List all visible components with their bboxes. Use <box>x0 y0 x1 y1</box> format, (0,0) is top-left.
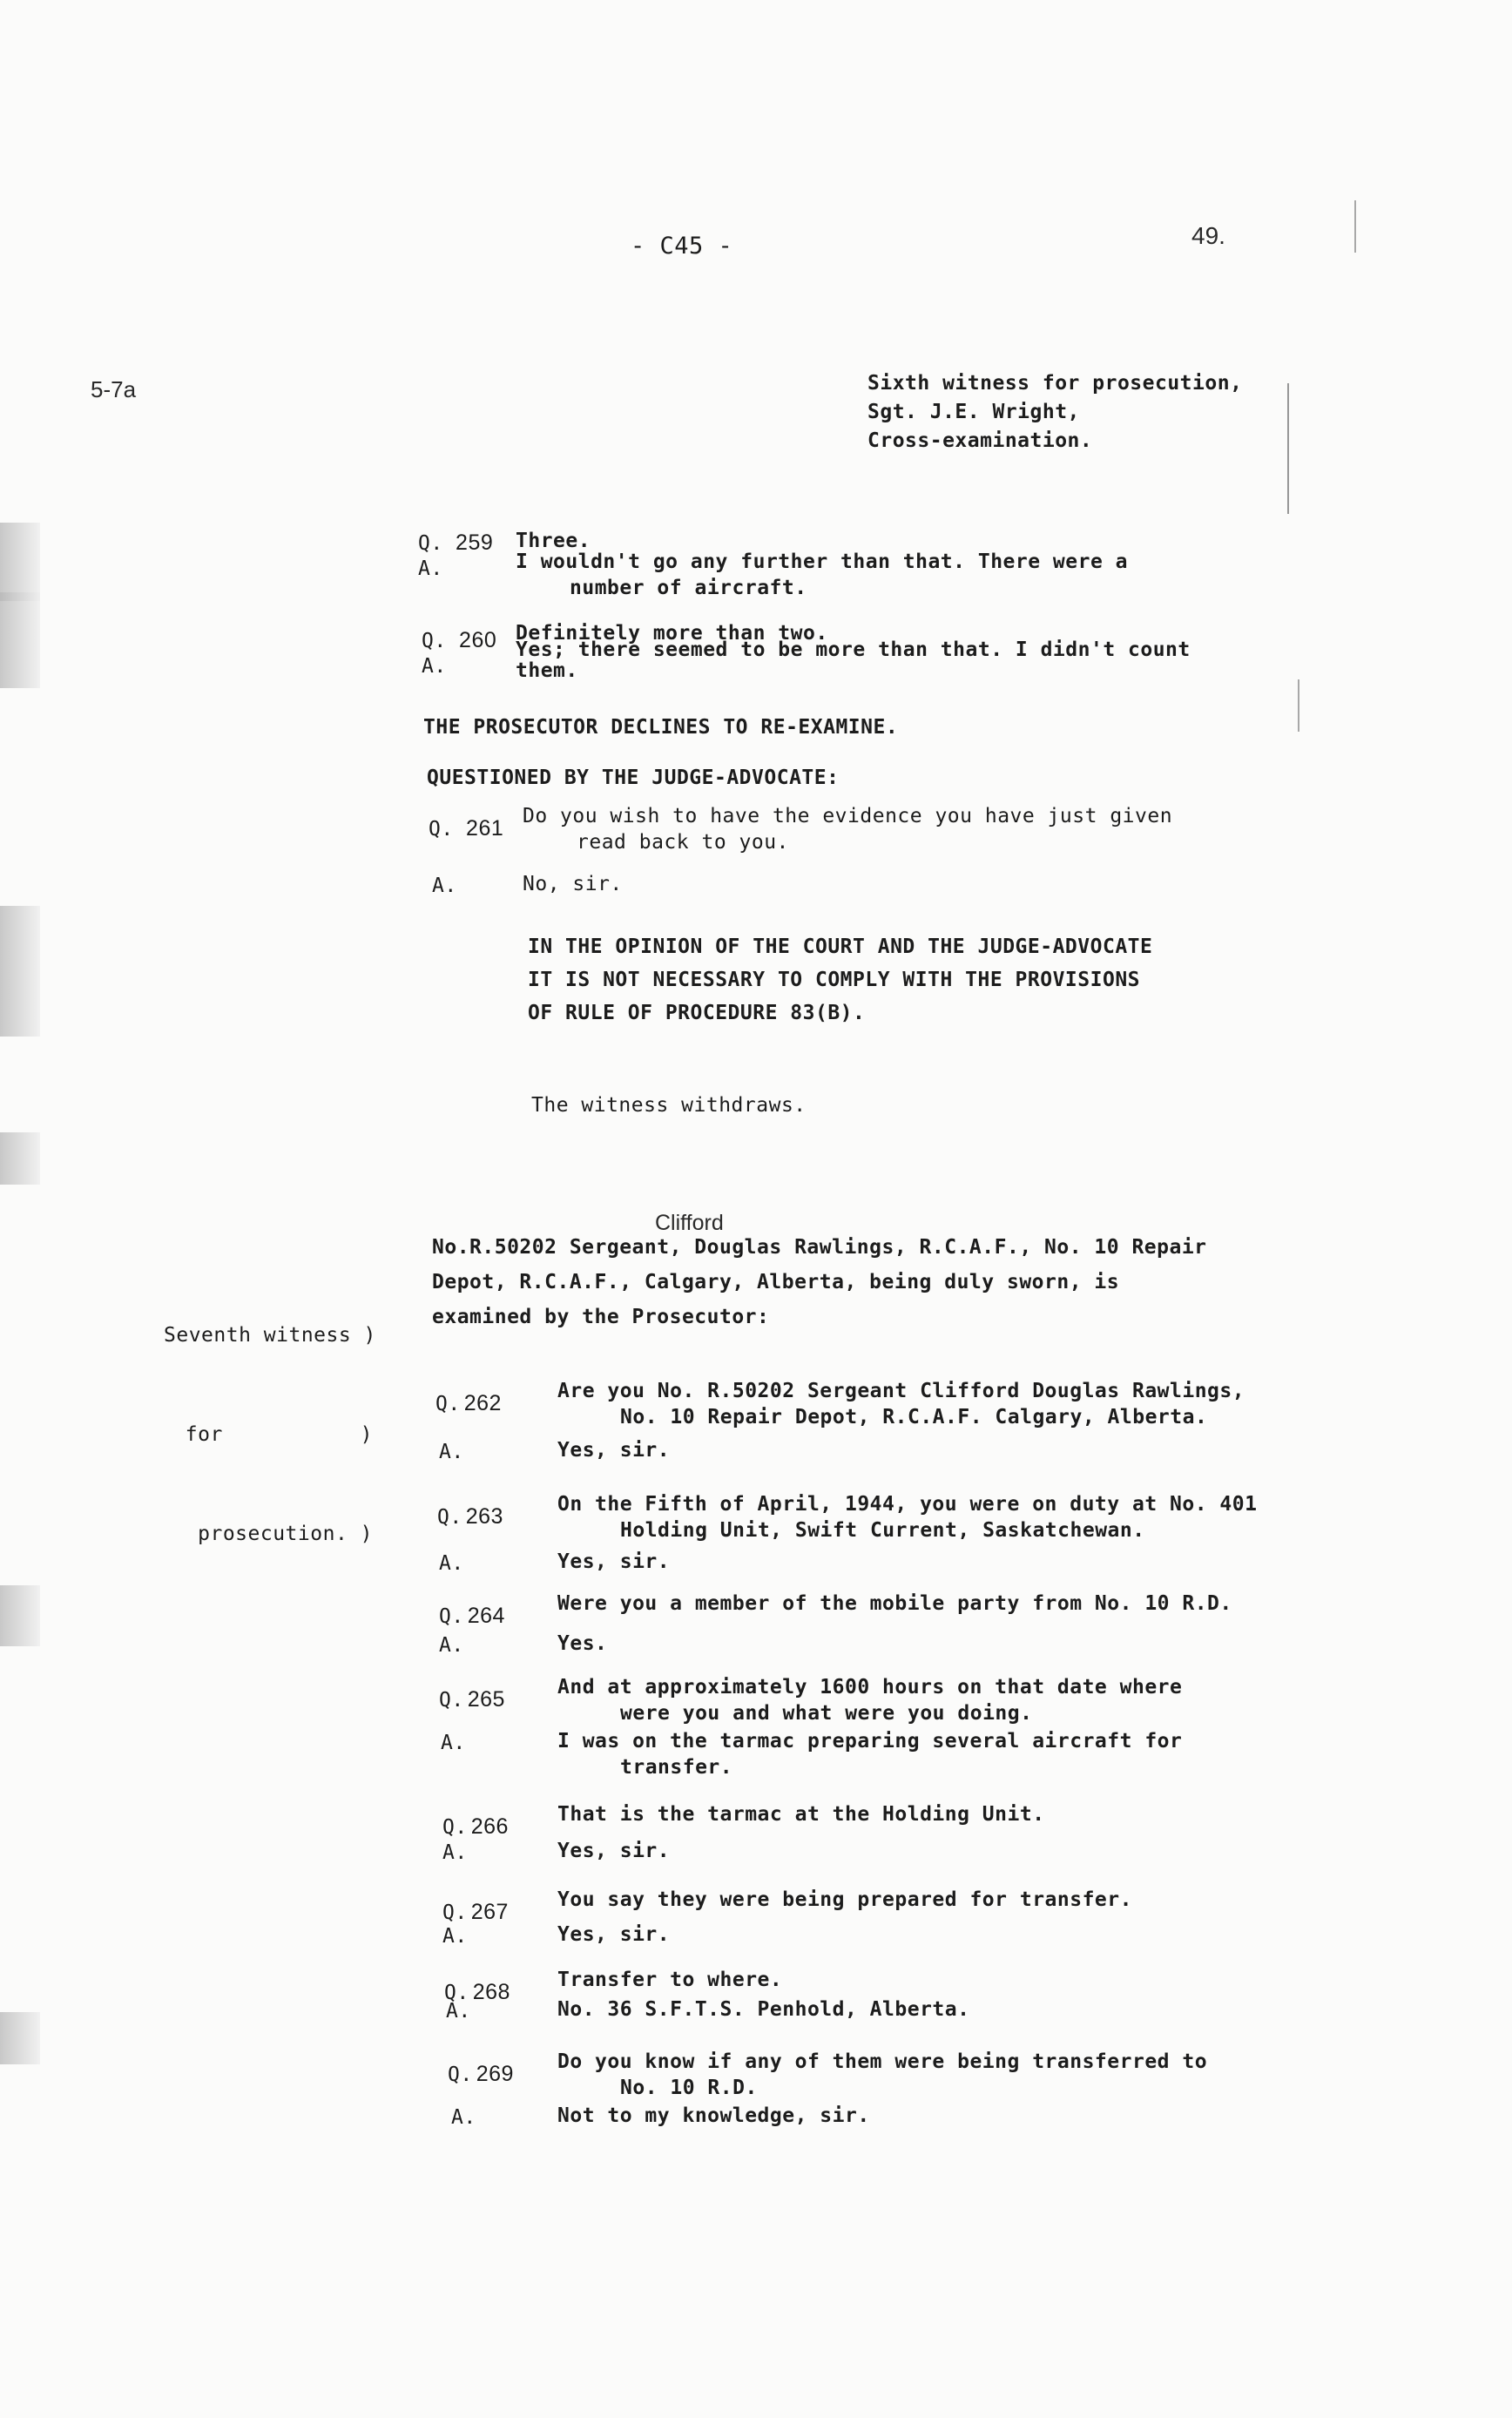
question-text <box>557 1378 1245 1430</box>
entry-label: Q. <box>437 1506 462 1529</box>
a-label: A. <box>432 875 457 897</box>
question-line: You say they were being prepared for transfer. <box>557 1888 1132 1911</box>
witness-heading-line: Cross-examination. <box>867 429 1093 452</box>
answer-text <box>516 549 1128 601</box>
q-number: 261 <box>466 816 504 841</box>
answer-line: Yes, sir. <box>557 1550 671 1573</box>
witness-side-label <box>164 1253 376 1617</box>
side-label-line: Seventh witness ) <box>164 1324 376 1347</box>
question-line: were you and what were you doing. <box>620 1702 1033 1725</box>
entry-label: Q. <box>444 1982 469 2004</box>
entry-label: A. <box>439 1634 464 1657</box>
qa-entry <box>418 530 493 557</box>
answer-line: Yes, sir. <box>557 1840 671 1862</box>
q-label <box>439 1686 505 1713</box>
scan-line <box>1287 383 1289 514</box>
q-number: 259 <box>456 530 494 555</box>
questioned-heading: QUESTIONED BY THE JUDGE-ADVOCATE: <box>427 767 840 789</box>
answer-text <box>557 1549 670 1575</box>
q-number: 262 <box>463 1391 502 1415</box>
question-line: Were you a member of the mobile party from No. 10 R.D. <box>557 1592 1232 1615</box>
scan-shadow <box>0 2012 40 2064</box>
answer-line: transfer. <box>620 1756 733 1779</box>
entry-label: A. <box>442 1925 468 1948</box>
side-label-line: for ) <box>185 1423 373 1446</box>
q-number: 264 <box>467 1604 505 1628</box>
entry-label: A. <box>446 2000 471 2023</box>
answer-line: I was on the tarmac preparing several aircraft for <box>557 1730 1183 1753</box>
question-text: Definitely more than two. <box>516 622 828 645</box>
answer-line: them. <box>516 659 578 682</box>
entry-label: Q. <box>439 1689 464 1712</box>
q-label <box>435 1390 502 1417</box>
answer-text: No, sir. <box>523 873 623 895</box>
court-opinion <box>528 930 1152 1030</box>
inserted-name: Clifford <box>655 1211 724 1235</box>
qa-entry <box>422 627 496 654</box>
entry-label: Q. <box>442 1816 468 1839</box>
question-line: Transfer to where. <box>557 1969 783 1991</box>
question-line: Are you No. R.50202 Sergeant Clifford Douglas Rawlings, <box>557 1380 1245 1402</box>
entry-label: Q. <box>435 1393 461 1415</box>
side-label-line: prosecution. ) <box>198 1523 373 1545</box>
question-line: Do you wish to have the evidence you have just given <box>523 805 1173 827</box>
witness-heading-line: Sgt. J.E. Wright, <box>867 401 1080 423</box>
question-line: That is the tarmac at the Holding Unit. <box>557 1803 1045 1826</box>
q-label <box>442 1899 509 1926</box>
question-line: On the Fifth of April, 1944, you were on duty at No. 401 <box>557 1493 1258 1516</box>
scan-line <box>1298 679 1299 732</box>
question-text <box>557 1967 782 1993</box>
q-label: Q. <box>422 630 460 652</box>
page-code: - C45 - <box>631 233 733 260</box>
intro-line: examined by the Prosecutor: <box>432 1306 770 1328</box>
entry-label: Q. <box>442 1901 468 1924</box>
question-text <box>557 2049 1207 2101</box>
entry-label: Q. <box>448 2063 473 2086</box>
question-text <box>557 1591 1232 1617</box>
answer-text <box>557 1437 670 1463</box>
answer-line: No. 36 S.F.T.S. Penhold, Alberta. <box>557 1998 970 2021</box>
scan-shadow <box>0 1585 40 1646</box>
answer-text <box>557 1996 969 2023</box>
scan-line <box>1354 200 1356 253</box>
q-label <box>439 1603 505 1630</box>
answer-text <box>557 1728 1182 1780</box>
answer-text <box>557 1631 607 1657</box>
question-line: No. 10 Repair Depot, R.C.A.F. Calgary, Alberta. <box>620 1406 1208 1429</box>
witness-withdraws: The witness withdraws. <box>531 1094 807 1117</box>
question-text <box>523 803 1172 855</box>
answer-line: Yes, sir. <box>557 1923 671 1946</box>
opinion-line: IT IS NOT NECESSARY TO COMPLY WITH THE PROVISIONS <box>528 969 1141 991</box>
intro-line: No.R.50202 Sergeant, Douglas Rawlings, R.C.A.F., No. 10 Repair <box>432 1236 1207 1259</box>
question-text <box>557 1887 1132 1913</box>
intro-line: Depot, R.C.A.F., Calgary, Alberta, being duly sworn, is <box>432 1271 1120 1293</box>
question-line: And at approximately 1600 hours on that date where <box>557 1676 1183 1699</box>
question-line: No. 10 R.D. <box>620 2077 758 2099</box>
answer-line: Not to my knowledge, sir. <box>557 2104 870 2127</box>
entry-label: A. <box>442 1841 468 1864</box>
answer-text <box>557 2103 870 2129</box>
q-number: 268 <box>472 1980 510 2004</box>
question-line: Holding Unit, Swift Current, Saskatchewan. <box>620 1519 1145 1542</box>
a-label: A. <box>422 655 447 678</box>
entry-label: A. <box>451 2106 476 2129</box>
entry-label: A. <box>441 1732 466 1754</box>
answer-line: Yes; there seemed to be more than that. I didn't count <box>516 638 1191 661</box>
entry-label: A. <box>439 1441 464 1463</box>
a-label <box>442 1923 468 1949</box>
a-label <box>446 1998 471 2024</box>
answer-line: number of aircraft. <box>570 577 807 599</box>
witness-heading-line: Sixth witness for prosecution, <box>867 372 1243 395</box>
question-text <box>557 1491 1257 1543</box>
answer-text <box>557 1922 670 1948</box>
scan-shadow <box>0 906 40 1037</box>
q-label: Q. <box>418 532 456 555</box>
a-label <box>451 2104 476 2131</box>
q-number: 260 <box>459 628 497 652</box>
a-label <box>439 1439 464 1465</box>
a-label: A. <box>418 557 443 580</box>
a-label <box>439 1550 464 1577</box>
a-label <box>442 1840 468 1866</box>
prosecutor-declines: THE PROSECUTOR DECLINES TO RE-EXAMINE. <box>423 716 899 739</box>
answer-line: Yes, sir. <box>557 1439 671 1462</box>
question-line: read back to you. <box>577 831 789 854</box>
scan-shadow <box>0 1132 40 1185</box>
answer-text <box>557 1838 670 1864</box>
qa-entry <box>429 815 503 842</box>
a-label <box>441 1730 466 1756</box>
q-label <box>448 2061 514 2088</box>
question-text <box>557 1674 1182 1726</box>
q-number: 266 <box>470 1814 509 1839</box>
witness-heading <box>867 369 1242 456</box>
q-number: 263 <box>465 1504 503 1529</box>
q-number: 265 <box>467 1687 505 1712</box>
q-label: Q. <box>429 818 467 841</box>
q-label <box>437 1503 503 1530</box>
question-text <box>557 1801 1045 1827</box>
question-line: Do you know if any of them were being transferred to <box>557 2050 1208 2073</box>
margin-reference: 5-7a <box>91 376 137 402</box>
page-number: 49. <box>1191 222 1225 249</box>
q-number: 269 <box>476 2062 514 2086</box>
answer-line: I wouldn't go any further than that. There were a <box>516 550 1129 573</box>
scan-shadow <box>0 592 40 688</box>
entry-label: Q. <box>439 1605 464 1628</box>
question-text: Three. <box>516 530 591 552</box>
q-label <box>442 1814 509 1841</box>
answer-line: Yes. <box>557 1632 608 1655</box>
q-number: 267 <box>470 1900 509 1924</box>
entry-label: A. <box>439 1552 464 1575</box>
opinion-line: OF RULE OF PROCEDURE 83(B). <box>528 1002 866 1024</box>
opinion-line: IN THE OPINION OF THE COURT AND THE JUDGE-ADVOCATE <box>528 935 1153 958</box>
witness-intro <box>432 1230 1207 1334</box>
answer-text <box>516 639 1191 681</box>
scan-shadow <box>0 523 40 601</box>
a-label <box>439 1632 464 1658</box>
